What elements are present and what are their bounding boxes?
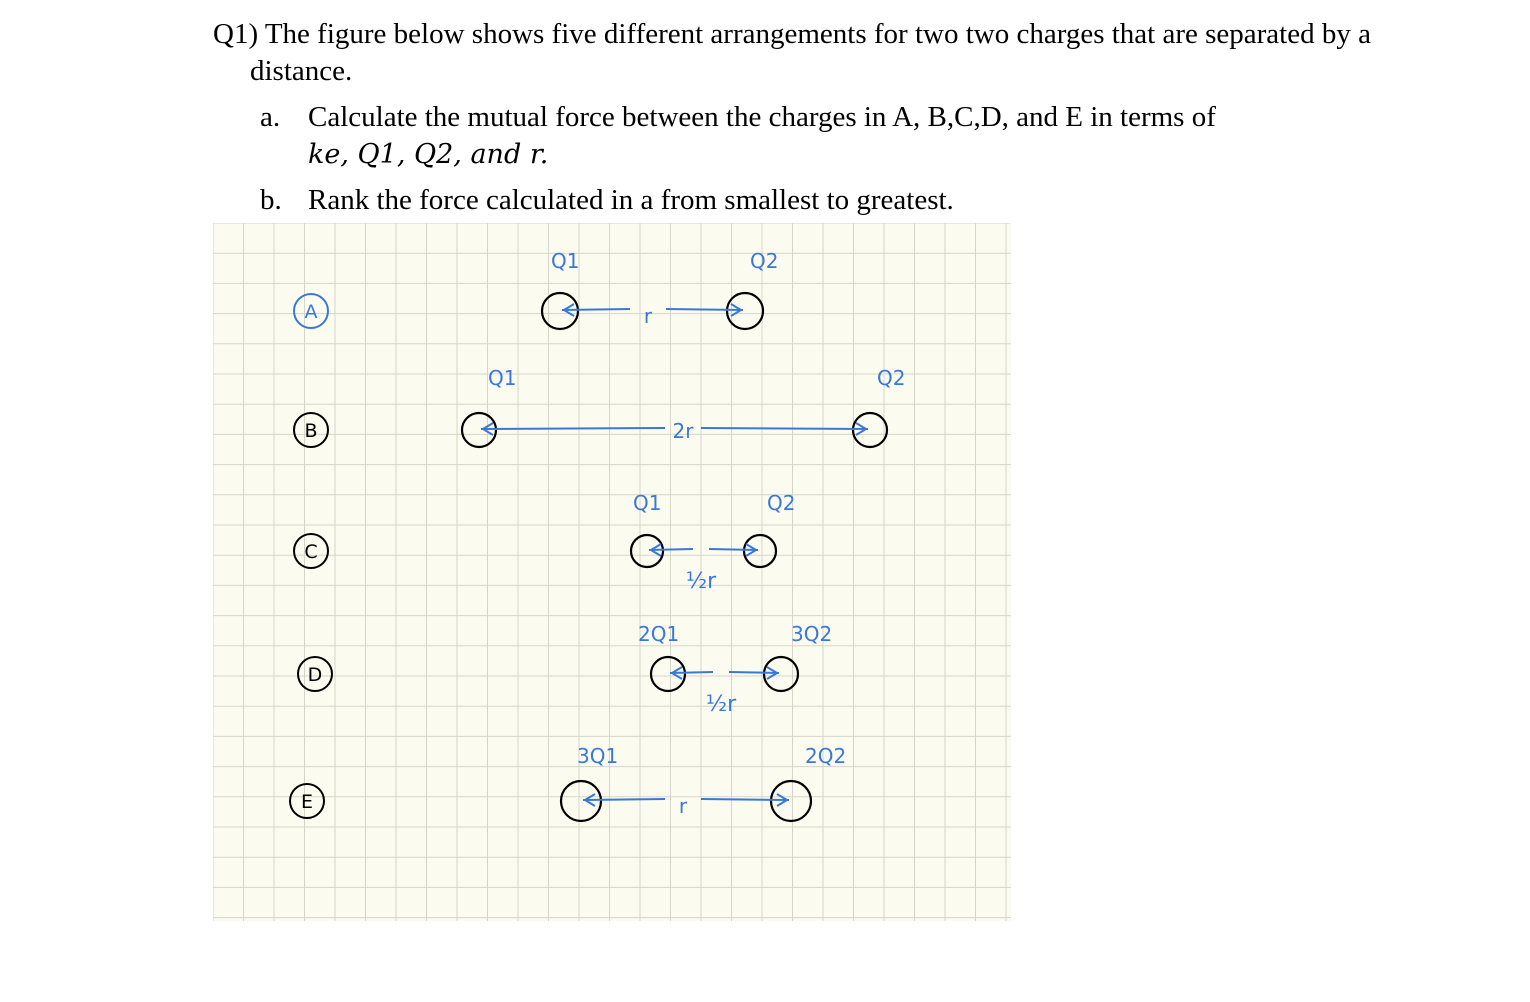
separation-label: r (678, 794, 688, 818)
separation-line-left (649, 549, 693, 550)
arrangement-label: A (304, 301, 318, 323)
charges-figure (213, 223, 1011, 921)
separation-line-right (729, 672, 779, 673)
arrangement-label: B (304, 420, 318, 442)
right-charge-label: Q2 (767, 491, 796, 515)
right-charge-label: Q2 (877, 366, 906, 390)
separation-label: ½r (685, 569, 717, 594)
part-b-marker: b. (260, 184, 282, 216)
arrangement-label: E (300, 791, 314, 813)
separation-line-right (709, 549, 758, 550)
question-line-1: Q1) The figure below shows five different arrangements for two two charges that are separated by a (213, 18, 1371, 50)
separation-label: ½r (705, 692, 737, 717)
arrangement-label: D (307, 664, 323, 686)
part-a-text: Calculate the mutual force between the charges in A, B,C,D, and E in terms of (308, 101, 1216, 133)
paper-background (213, 223, 1011, 921)
separation-label: 2r (672, 419, 694, 443)
separation-line-left (562, 309, 630, 310)
separation-line-left (481, 428, 665, 429)
part-b-text: Rank the force calculated in a from smallest to greatest. (308, 184, 954, 216)
right-charge-label: 3Q2 (791, 622, 833, 646)
separation-label: r (643, 304, 653, 328)
separation-line-right (701, 799, 789, 800)
left-charge-label: Q1 (488, 366, 517, 390)
left-charge-label: 3Q1 (577, 744, 619, 768)
question-line-2: distance. (250, 55, 353, 87)
part-a-marker: a. (260, 101, 281, 133)
separation-line-left (670, 672, 713, 673)
separation-line-right (666, 309, 743, 310)
separation-line-right (701, 428, 868, 429)
separation-line-left (583, 799, 665, 800)
right-charge-label: Q2 (750, 249, 779, 273)
right-charge-label: 2Q2 (805, 744, 847, 768)
left-charge-label: Q1 (551, 249, 580, 273)
arrangement-label: C (304, 541, 318, 563)
left-charge-label: 2Q1 (638, 622, 680, 646)
part-a-math: ke, Q1, Q2, and r. (308, 139, 549, 170)
figure-svg (213, 223, 1011, 921)
left-charge-label: Q1 (633, 491, 662, 515)
